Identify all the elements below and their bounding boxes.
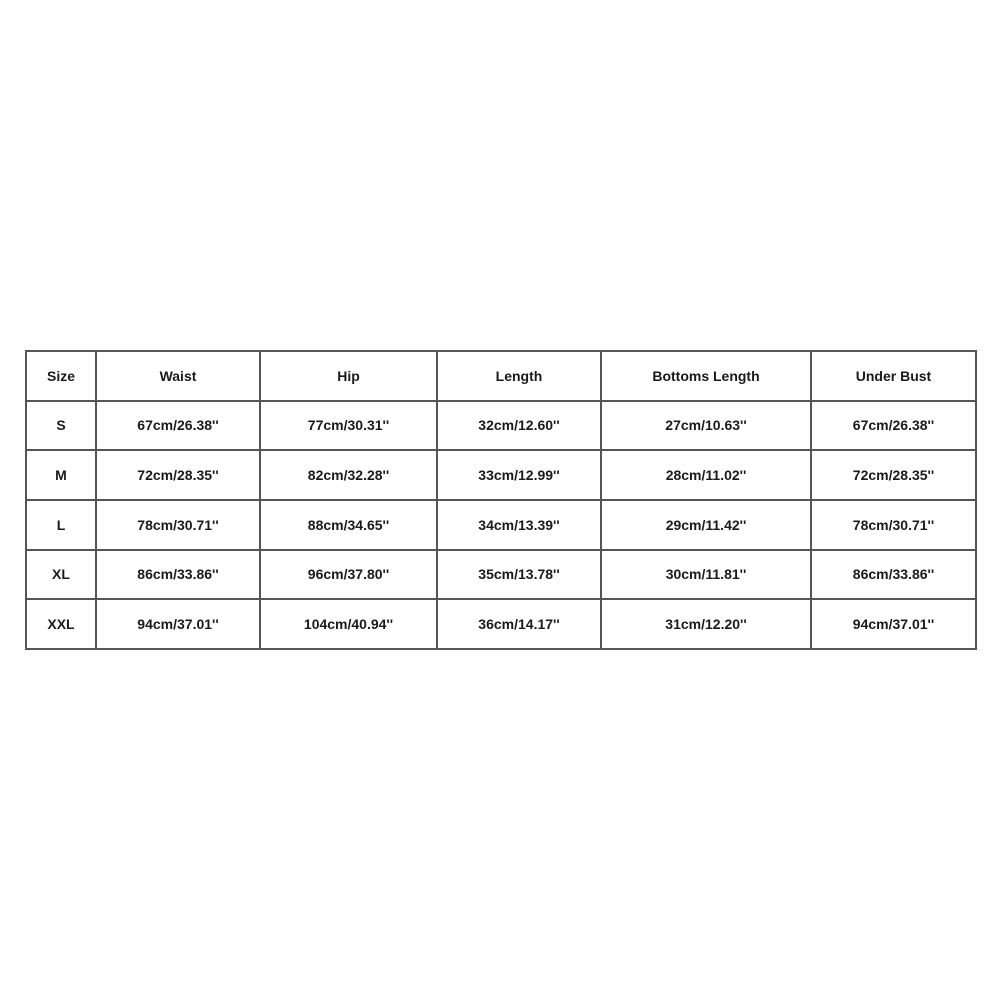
size-chart-table <box>25 350 977 650</box>
cell-bottoms-length: 27cm/10.63'' <box>601 401 811 451</box>
cell-waist: 94cm/37.01'' <box>96 599 260 649</box>
cell-hip: 82cm/32.28'' <box>260 450 437 500</box>
cell-under-bust: 67cm/26.38'' <box>811 401 976 451</box>
table-row <box>26 401 976 451</box>
table-row <box>26 550 976 600</box>
header-length: Length <box>437 351 601 401</box>
header-bottoms-length: Bottoms Length <box>601 351 811 401</box>
cell-waist: 72cm/28.35'' <box>96 450 260 500</box>
cell-hip: 96cm/37.80'' <box>260 550 437 600</box>
header-size: Size <box>26 351 96 401</box>
cell-length: 34cm/13.39'' <box>437 500 601 550</box>
cell-length: 32cm/12.60'' <box>437 401 601 451</box>
table-row <box>26 450 976 500</box>
header-waist: Waist <box>96 351 260 401</box>
cell-size: L <box>26 500 96 550</box>
cell-size: S <box>26 401 96 451</box>
cell-hip: 88cm/34.65'' <box>260 500 437 550</box>
cell-length: 36cm/14.17'' <box>437 599 601 649</box>
cell-bottoms-length: 29cm/11.42'' <box>601 500 811 550</box>
cell-length: 33cm/12.99'' <box>437 450 601 500</box>
table-header-row <box>26 351 976 401</box>
cell-size: XL <box>26 550 96 600</box>
cell-waist: 86cm/33.86'' <box>96 550 260 600</box>
cell-bottoms-length: 31cm/12.20'' <box>601 599 811 649</box>
cell-waist: 67cm/26.38'' <box>96 401 260 451</box>
table-row <box>26 500 976 550</box>
cell-under-bust: 72cm/28.35'' <box>811 450 976 500</box>
cell-bottoms-length: 28cm/11.02'' <box>601 450 811 500</box>
header-hip: Hip <box>260 351 437 401</box>
cell-size: XXL <box>26 599 96 649</box>
cell-under-bust: 94cm/37.01'' <box>811 599 976 649</box>
cell-waist: 78cm/30.71'' <box>96 500 260 550</box>
cell-hip: 104cm/40.94'' <box>260 599 437 649</box>
cell-hip: 77cm/30.31'' <box>260 401 437 451</box>
header-under-bust: Under Bust <box>811 351 976 401</box>
cell-size: M <box>26 450 96 500</box>
cell-bottoms-length: 30cm/11.81'' <box>601 550 811 600</box>
table-row <box>26 599 976 649</box>
cell-length: 35cm/13.78'' <box>437 550 601 600</box>
cell-under-bust: 78cm/30.71'' <box>811 500 976 550</box>
cell-under-bust: 86cm/33.86'' <box>811 550 976 600</box>
